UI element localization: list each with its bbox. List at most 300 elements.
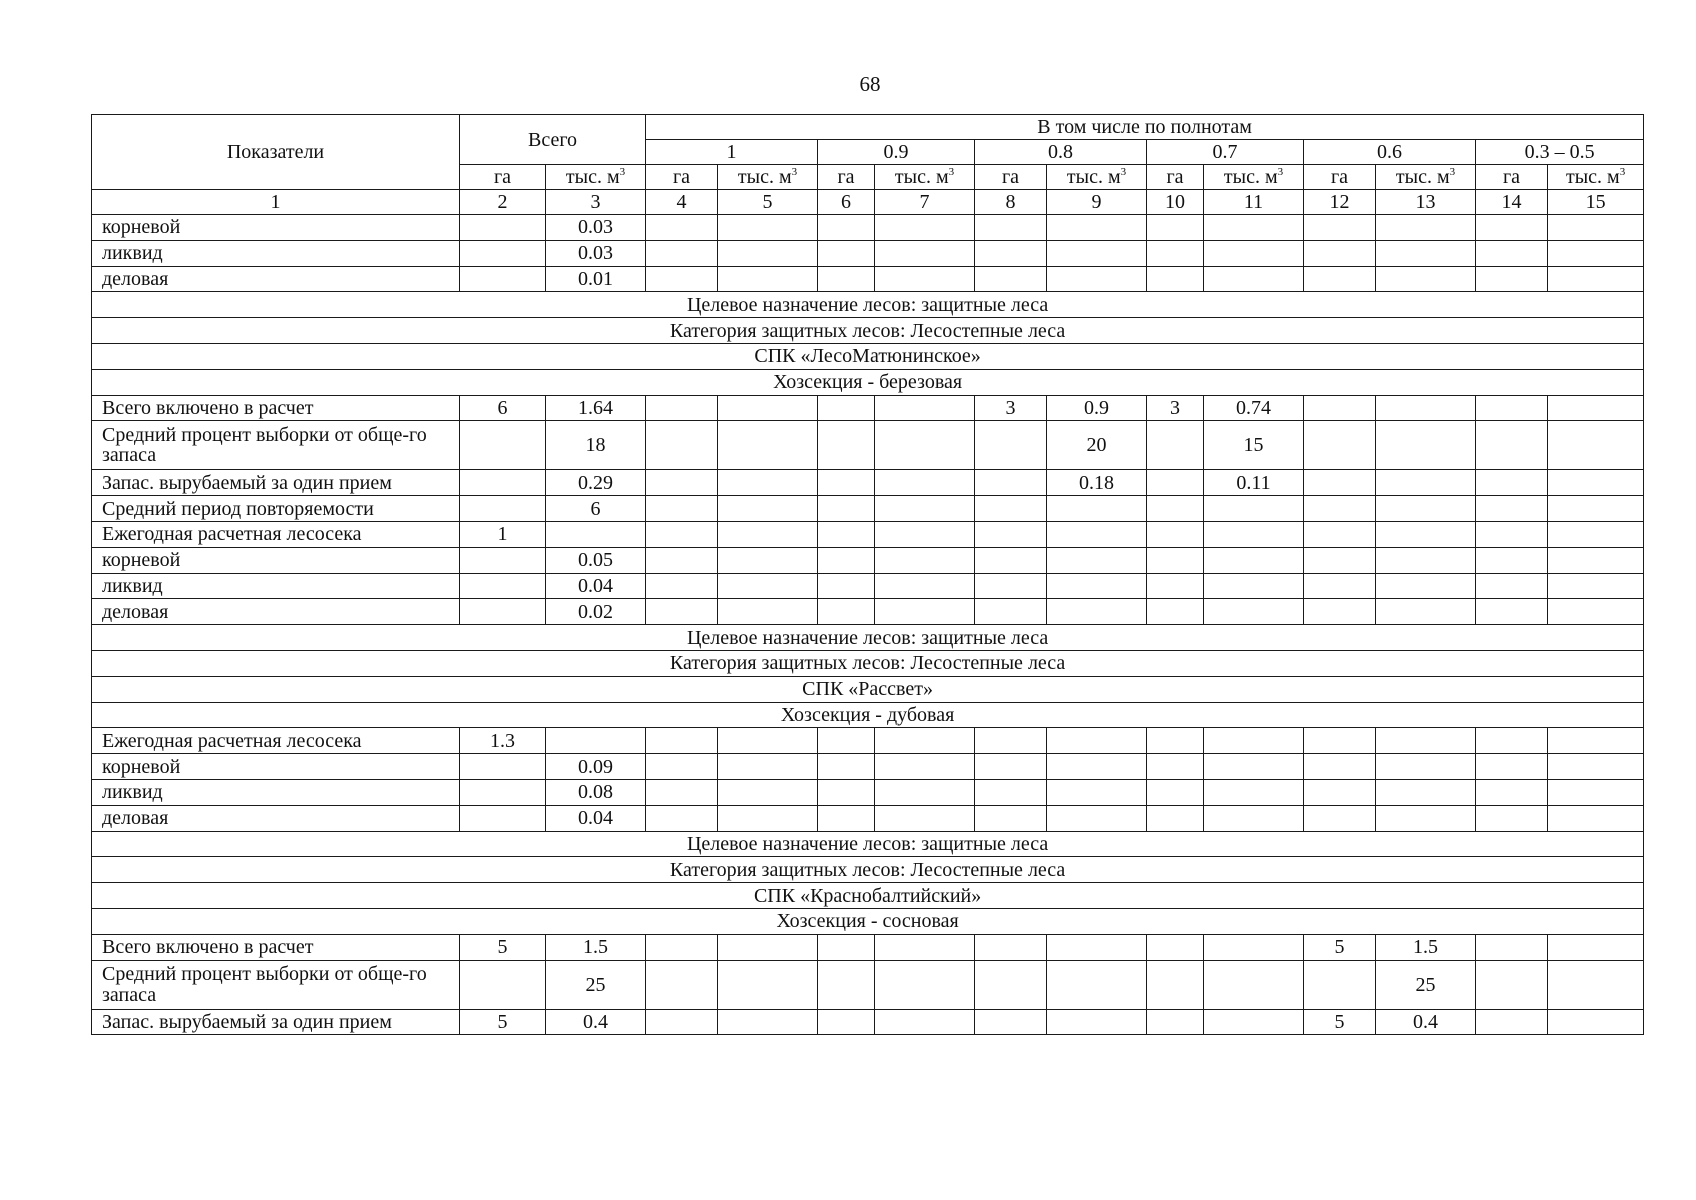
table-cell (1476, 573, 1548, 599)
header-unit-volume: тыс. $м^3$ (875, 165, 975, 190)
table-cell (460, 470, 546, 496)
table-cell (975, 421, 1047, 470)
header-unit-volume: тыс. $м^3$ (1047, 165, 1147, 190)
table-cell (1147, 805, 1204, 831)
section-row (92, 908, 1644, 934)
section-title: СПК «Краснобалтийский» (92, 883, 1644, 909)
row-label: ликвид (92, 573, 460, 599)
table-cell (1147, 779, 1204, 805)
table-cell: 5 (1304, 934, 1376, 960)
table-cell (1047, 1009, 1147, 1035)
table-row (92, 521, 1644, 547)
column-number: 4 (646, 190, 718, 215)
table-cell (1047, 547, 1147, 573)
table-cell (646, 496, 718, 522)
table-cell (1548, 754, 1644, 780)
table-cell (1548, 573, 1644, 599)
table-cell: 5 (460, 1009, 546, 1035)
table-cell: 6 (546, 496, 646, 522)
table-cell (1304, 754, 1376, 780)
table-cell (1304, 421, 1376, 470)
table-cell (1304, 215, 1376, 241)
table-cell (1376, 470, 1476, 496)
table-cell (1548, 934, 1644, 960)
table-cell (1304, 470, 1376, 496)
table-cell (875, 496, 975, 522)
table-row (92, 395, 1644, 421)
row-label: Средний процент выборки от обще-го запаса (92, 960, 460, 1009)
table-cell (1304, 728, 1376, 754)
section-title: Хозсекция - дубовая (92, 702, 1644, 728)
section-title: Хозсекция - сосновая (92, 908, 1644, 934)
table-cell (875, 779, 975, 805)
section-row (92, 343, 1644, 369)
table-cell (975, 521, 1047, 547)
table-cell (1376, 805, 1476, 831)
section-title: Целевое назначение лесов: защитные леса (92, 831, 1644, 857)
table-cell (1204, 779, 1304, 805)
table-cell (1476, 496, 1548, 522)
table-cell (875, 266, 975, 292)
section-title: Хозсекция - березовая (92, 369, 1644, 395)
table-cell: 0.74 (1204, 395, 1304, 421)
row-label: деловая (92, 805, 460, 831)
table-cell (1476, 521, 1548, 547)
row-label: Средний процент выборки от обще-го запаса (92, 421, 460, 470)
table-cell (646, 421, 718, 470)
table-cell (646, 960, 718, 1009)
header-density: 0.9 (818, 140, 975, 165)
table-cell (818, 573, 875, 599)
table-cell: 0.05 (546, 547, 646, 573)
table-cell (1548, 266, 1644, 292)
table-cell (975, 215, 1047, 241)
table-cell (1376, 215, 1476, 241)
table-cell (818, 728, 875, 754)
table-cell (818, 779, 875, 805)
table-cell (1204, 521, 1304, 547)
column-number: 12 (1304, 190, 1376, 215)
table-cell: 0.01 (546, 266, 646, 292)
section-row (92, 292, 1644, 318)
table-cell (718, 395, 818, 421)
table-cell (1147, 1009, 1204, 1035)
table-cell: 0.02 (546, 599, 646, 625)
table-cell (546, 521, 646, 547)
table-cell (818, 240, 875, 266)
table-cell (718, 215, 818, 241)
table-cell (646, 934, 718, 960)
table-cell (1548, 395, 1644, 421)
column-number: 7 (875, 190, 975, 215)
section-row (92, 625, 1644, 651)
row-label: Запас. вырубаемый за один прием (92, 1009, 460, 1035)
row-label: корневой (92, 547, 460, 573)
table-cell (646, 754, 718, 780)
section-title: СПК «ЛесоМатюнинское» (92, 343, 1644, 369)
table-cell (460, 215, 546, 241)
table-cell: 25 (546, 960, 646, 1009)
table-header (92, 115, 1644, 215)
table-cell (460, 599, 546, 625)
table-cell (1476, 599, 1548, 625)
table-row (92, 573, 1644, 599)
header-unit-ha: га (1476, 165, 1548, 190)
table-cell (1376, 754, 1476, 780)
header-unit-ha: га (460, 165, 546, 190)
table-row (92, 599, 1644, 625)
table-cell (1204, 1009, 1304, 1035)
table-cell (818, 1009, 875, 1035)
row-label: деловая (92, 266, 460, 292)
table-cell (1376, 728, 1476, 754)
table-cell (718, 266, 818, 292)
table-cell (818, 521, 875, 547)
table-cell (718, 547, 818, 573)
section-title: Целевое назначение лесов: защитные леса (92, 292, 1644, 318)
header-density: 0.7 (1147, 140, 1304, 165)
table-cell (646, 779, 718, 805)
table-cell: 0.03 (546, 240, 646, 266)
table-cell: 1.64 (546, 395, 646, 421)
column-number: 3 (546, 190, 646, 215)
section-row (92, 702, 1644, 728)
table-cell (818, 395, 875, 421)
table-cell (1204, 240, 1304, 266)
table-cell (1304, 266, 1376, 292)
table-row (92, 728, 1644, 754)
table-cell (1304, 521, 1376, 547)
table-row (92, 805, 1644, 831)
header-total: Всего (460, 115, 646, 165)
table-cell (1304, 960, 1376, 1009)
table-cell (1376, 599, 1476, 625)
table-cell (1204, 496, 1304, 522)
table-cell (1147, 934, 1204, 960)
table-cell (1476, 1009, 1548, 1035)
table-cell: 5 (460, 934, 546, 960)
table-cell (975, 573, 1047, 599)
table-cell (460, 754, 546, 780)
table-cell (818, 215, 875, 241)
table-cell (1047, 266, 1147, 292)
table-cell (818, 754, 875, 780)
table-cell (646, 805, 718, 831)
table-cell (718, 754, 818, 780)
table-cell (646, 240, 718, 266)
table-row (92, 779, 1644, 805)
table-cell (1047, 754, 1147, 780)
table-cell: 25 (1376, 960, 1476, 1009)
table-cell (460, 960, 546, 1009)
table-cell (875, 960, 975, 1009)
table-cell (1147, 496, 1204, 522)
table-cell (646, 728, 718, 754)
table-cell (1204, 754, 1304, 780)
table-cell (1204, 266, 1304, 292)
table-cell (1476, 547, 1548, 573)
table-cell (1147, 266, 1204, 292)
table-cell (1476, 395, 1548, 421)
table-cell (1548, 728, 1644, 754)
table-cell (1304, 573, 1376, 599)
table-cell (875, 395, 975, 421)
header-indicators: Показатели (92, 115, 460, 190)
table-cell (718, 521, 818, 547)
section-row (92, 676, 1644, 702)
column-number: 13 (1376, 190, 1476, 215)
table-cell (818, 421, 875, 470)
table-cell (1047, 960, 1147, 1009)
table-cell (1304, 547, 1376, 573)
section-row (92, 318, 1644, 344)
table-cell (1047, 728, 1147, 754)
section-row (92, 831, 1644, 857)
header-density: 0.8 (975, 140, 1147, 165)
table-cell: 0.04 (546, 805, 646, 831)
table-cell (1376, 496, 1476, 522)
table-cell (718, 934, 818, 960)
header-density: 0.6 (1304, 140, 1476, 165)
table-cell (460, 547, 546, 573)
table-cell (1147, 728, 1204, 754)
table-cell: 18 (546, 421, 646, 470)
table-cell (1204, 960, 1304, 1009)
table-cell (818, 496, 875, 522)
table-cell (818, 805, 875, 831)
table-cell (1476, 215, 1548, 241)
header-including: В том числе по полнотам (646, 115, 1644, 140)
table-cell (1476, 728, 1548, 754)
table-cell (875, 599, 975, 625)
page-number: 68 (859, 72, 881, 96)
table-cell (1376, 573, 1476, 599)
table-row (92, 934, 1644, 960)
table-cell (975, 779, 1047, 805)
table-cell (1548, 1009, 1644, 1035)
table-cell (1047, 496, 1147, 522)
table-cell (975, 266, 1047, 292)
table-cell (1476, 934, 1548, 960)
table-cell (1047, 805, 1147, 831)
table-cell (646, 547, 718, 573)
table-cell (1204, 934, 1304, 960)
table-cell (1304, 240, 1376, 266)
table-cell (1548, 521, 1644, 547)
table-cell: 1 (460, 521, 546, 547)
table-cell (646, 215, 718, 241)
table-cell (875, 805, 975, 831)
table-cell (818, 599, 875, 625)
table-cell (818, 960, 875, 1009)
table-cell (1147, 240, 1204, 266)
table-cell (1476, 960, 1548, 1009)
table-cell (975, 547, 1047, 573)
table-cell (460, 240, 546, 266)
table-cell (1204, 728, 1304, 754)
table-cell (975, 754, 1047, 780)
table-cell (646, 521, 718, 547)
table-cell (1147, 754, 1204, 780)
table-cell (875, 547, 975, 573)
table-cell: 0.9 (1047, 395, 1147, 421)
table-cell (460, 421, 546, 470)
table-cell (1548, 960, 1644, 1009)
table-cell: 1.3 (460, 728, 546, 754)
table-cell (460, 266, 546, 292)
section-row (92, 650, 1644, 676)
table-cell (1304, 599, 1376, 625)
column-number: 9 (1047, 190, 1147, 215)
header-unit-volume: тыс. $м^3$ (546, 165, 646, 190)
table-row (92, 1009, 1644, 1035)
table-cell (1548, 421, 1644, 470)
header-density: 1 (646, 140, 818, 165)
table-cell (818, 547, 875, 573)
table-cell (1204, 215, 1304, 241)
table-cell (875, 215, 975, 241)
column-number: 5 (718, 190, 818, 215)
table-cell (1204, 805, 1304, 831)
header-unit-ha: га (818, 165, 875, 190)
table-cell (1147, 573, 1204, 599)
table-cell (718, 573, 818, 599)
table-cell: 15 (1204, 421, 1304, 470)
row-label: Ежегодная расчетная лесосека (92, 521, 460, 547)
table-cell (875, 470, 975, 496)
table-cell (646, 573, 718, 599)
table-cell: 0.29 (546, 470, 646, 496)
table-cell (646, 470, 718, 496)
section-title: Целевое назначение лесов: защитные леса (92, 625, 1644, 651)
table-cell: 0.4 (546, 1009, 646, 1035)
table-cell (1204, 599, 1304, 625)
section-title: Категория защитных лесов: Лесостепные леса (92, 318, 1644, 344)
table-cell: 0.09 (546, 754, 646, 780)
table-cell: 0.08 (546, 779, 646, 805)
header-unit-ha: га (646, 165, 718, 190)
table-cell (1476, 266, 1548, 292)
column-number: 8 (975, 190, 1047, 215)
table-cell (975, 1009, 1047, 1035)
column-number: 1 (92, 190, 460, 215)
table-cell (1548, 599, 1644, 625)
table-cell (1476, 779, 1548, 805)
table-row (92, 960, 1644, 1009)
table-cell (1376, 266, 1476, 292)
table-cell (875, 934, 975, 960)
table-cell (1476, 470, 1548, 496)
table-cell (1376, 779, 1476, 805)
table-cell (646, 266, 718, 292)
section-title: Категория защитных лесов: Лесостепные леса (92, 857, 1644, 883)
table-cell (460, 779, 546, 805)
row-label: корневой (92, 754, 460, 780)
table-cell (975, 496, 1047, 522)
row-label: Всего включено в расчет (92, 395, 460, 421)
section-row (92, 369, 1644, 395)
row-label: ликвид (92, 779, 460, 805)
table-cell: 6 (460, 395, 546, 421)
table-cell (718, 960, 818, 1009)
table-cell (1047, 779, 1147, 805)
table-cell (1147, 215, 1204, 241)
table-cell (460, 805, 546, 831)
column-number: 15 (1548, 190, 1644, 215)
header-unit-ha: га (1304, 165, 1376, 190)
table-cell (875, 421, 975, 470)
table-cell (1204, 573, 1304, 599)
table-cell: 0.11 (1204, 470, 1304, 496)
table-cell (975, 728, 1047, 754)
table-cell (1147, 470, 1204, 496)
header-unit-volume: тыс. $м^3$ (1548, 165, 1644, 190)
column-number: 10 (1147, 190, 1204, 215)
table-cell (1047, 934, 1147, 960)
table-cell (975, 240, 1047, 266)
section-title: Категория защитных лесов: Лесостепные леса (92, 650, 1644, 676)
table-cell (1548, 470, 1644, 496)
table-cell (718, 240, 818, 266)
table-cell: 0.03 (546, 215, 646, 241)
table-cell: 0.4 (1376, 1009, 1476, 1035)
section-row (92, 857, 1644, 883)
table-cell (718, 779, 818, 805)
table-cell (875, 240, 975, 266)
table-cell (875, 573, 975, 599)
table-cell (1548, 240, 1644, 266)
table-cell (1147, 960, 1204, 1009)
column-number: 14 (1476, 190, 1548, 215)
row-label: Средний период повторяемости (92, 496, 460, 522)
row-label: деловая (92, 599, 460, 625)
table-cell (1548, 496, 1644, 522)
table-cell (1376, 547, 1476, 573)
table-cell (546, 728, 646, 754)
column-number: 6 (818, 190, 875, 215)
table-cell (1476, 754, 1548, 780)
table-cell (1047, 521, 1147, 547)
table-cell: 1.5 (1376, 934, 1476, 960)
table-cell (818, 266, 875, 292)
section-row (92, 883, 1644, 909)
column-number: 2 (460, 190, 546, 215)
table-cell (875, 728, 975, 754)
table-cell (1476, 240, 1548, 266)
table-cell: 1.5 (546, 934, 646, 960)
table-cell (1376, 240, 1476, 266)
table-cell (1376, 421, 1476, 470)
table-cell (718, 421, 818, 470)
table-cell (1047, 240, 1147, 266)
table-row (92, 754, 1644, 780)
header-unit-ha: га (975, 165, 1047, 190)
table-row (92, 547, 1644, 573)
table-cell (818, 934, 875, 960)
table-cell (1147, 599, 1204, 625)
row-label: Запас. вырубаемый за один прием (92, 470, 460, 496)
table-cell: 0.18 (1047, 470, 1147, 496)
section-title: СПК «Рассвет» (92, 676, 1644, 702)
table-row (92, 215, 1644, 241)
row-label: Ежегодная расчетная лесосека (92, 728, 460, 754)
table-cell (1376, 395, 1476, 421)
forestry-table (91, 114, 1644, 1035)
table-cell (718, 1009, 818, 1035)
table-cell (1376, 521, 1476, 547)
table-cell (1304, 496, 1376, 522)
table-cell (875, 1009, 975, 1035)
